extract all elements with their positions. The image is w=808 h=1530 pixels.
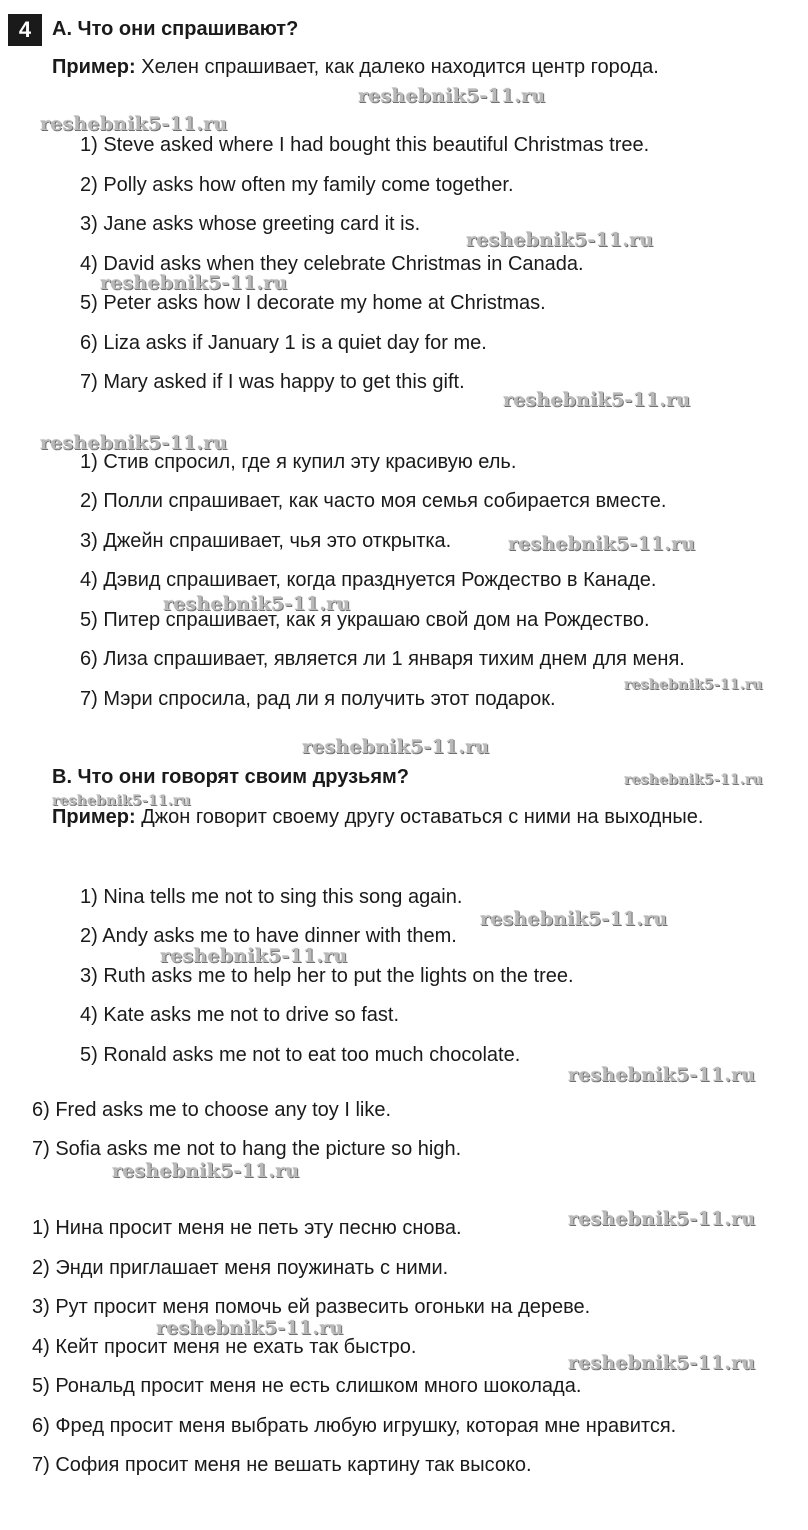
answer-ru-b-6: 6) Фред просит меня выбрать любую игрушку, которая мне нравится. [32, 1415, 677, 1437]
answer-ru-a-4: 4) Дэвид спрашивает, когда празднуется Рождество в Канаде. [80, 569, 657, 591]
answer-en-b-3: 3) Ruth asks me to help her to put the lights on the tree. [80, 965, 574, 987]
answer-ru-a-3: 3) Джейн спрашивает, чья это открытка. [80, 530, 452, 552]
answer-ru-a-1: 1) Стив спросил, где я купил эту красивую ель. [80, 451, 517, 473]
part-b-example [52, 806, 703, 829]
watermark: reshebnik5-11.ru [568, 1352, 756, 1374]
answer-en-a-4: 4) David asks when they celebrate Christmas in Canada. [80, 253, 584, 275]
watermark: reshebnik5-11.ru [503, 389, 691, 411]
answer-en-a-3: 3) Jane asks whose greeting card it is. [80, 213, 421, 235]
part-a-heading: A. Что они спрашивают? [52, 18, 299, 40]
watermark: reshebnik5-11.ru [40, 113, 228, 135]
answer-en-b-7: 7) Sofia asks me not to hang the picture so high. [32, 1138, 462, 1160]
answer-ru-a-5: 5) Питер спрашивает, как я украшаю свой дом на Рождество. [80, 609, 650, 631]
watermark: reshebnik5-11.ru [624, 772, 763, 788]
answer-en-b-2: 2) Andy asks me to have dinner with them. [80, 925, 457, 947]
answer-en-a-5: 5) Peter asks how I decorate my home at Christmas. [80, 292, 546, 314]
answer-en-a-7: 7) Mary asked if I was happy to get this gift. [80, 371, 465, 393]
answer-en-a-2: 2) Polly asks how often my family come together. [80, 174, 514, 196]
watermark: reshebnik5-11.ru [100, 272, 288, 294]
watermark: reshebnik5-11.ru [52, 793, 191, 809]
answer-en-b-4: 4) Kate asks me not to drive so fast. [80, 1004, 400, 1026]
answer-en-a-6: 6) Liza asks if January 1 is a quiet day for me. [80, 332, 487, 354]
answer-ru-a-7: 7) Мэри спросила, рад ли я получить этот подарок. [80, 688, 556, 710]
watermark: reshebnik5-11.ru [568, 1064, 756, 1086]
answer-ru-a-2: 2) Полли спрашивает, как часто моя семья собирается вместе. [80, 490, 667, 512]
example-text: Джон говорит своему другу оставаться с ними на выходные. [135, 806, 704, 828]
watermark: reshebnik5-11.ru [624, 677, 763, 693]
watermark: reshebnik5-11.ru [358, 85, 546, 107]
part-a-example [52, 56, 659, 79]
answer-ru-b-5: 5) Рональд просит меня не есть слишком много шоколада. [32, 1375, 582, 1397]
example-label: Пример: [52, 806, 136, 828]
watermark: reshebnik5-11.ru [466, 229, 654, 251]
example-text: Хелен спрашивает, как далеко находится центр города. [135, 56, 659, 78]
answer-ru-b-1: 1) Нина просит меня не петь эту песню снова. [32, 1217, 462, 1239]
watermark: reshebnik5-11.ru [302, 736, 490, 758]
watermark: reshebnik5-11.ru [112, 1160, 300, 1182]
answer-en-b-6: 6) Fred asks me to choose any toy I like. [32, 1099, 392, 1121]
answer-en-b-5: 5) Ronald asks me not to eat too much chocolate. [80, 1044, 521, 1066]
answer-ru-b-4: 4) Кейт просит меня не ехать так быстро. [32, 1336, 417, 1358]
example-label: Пример: [52, 56, 136, 78]
answer-en-b-1: 1) Nina tells me not to sing this song again. [80, 886, 463, 908]
watermark: reshebnik5-11.ru [156, 1317, 344, 1339]
watermark: reshebnik5-11.ru [40, 432, 228, 454]
answer-en-a-1: 1) Steve asked where I had bought this beautiful Christmas tree. [80, 134, 650, 156]
watermark: reshebnik5-11.ru [480, 908, 668, 930]
answer-ru-a-6: 6) Лиза спрашивает, является ли 1 января тихим днем для меня. [80, 648, 685, 670]
watermark: reshebnik5-11.ru [568, 1208, 756, 1230]
answer-ru-b-7: 7) София просит меня не вешать картину так высоко. [32, 1454, 532, 1476]
watermark: reshebnik5-11.ru [508, 533, 696, 555]
answer-ru-b-2: 2) Энди приглашает меня поужинать с ними. [32, 1257, 449, 1279]
exercise-number-badge: 4 [8, 14, 42, 46]
part-b-heading: B. Что они говорят своим друзьям? [52, 766, 410, 788]
answer-ru-b-3: 3) Рут просит меня помочь ей развесить огоньки на дереве. [32, 1296, 591, 1318]
watermark: reshebnik5-11.ru [163, 593, 351, 615]
watermark: reshebnik5-11.ru [160, 945, 348, 967]
